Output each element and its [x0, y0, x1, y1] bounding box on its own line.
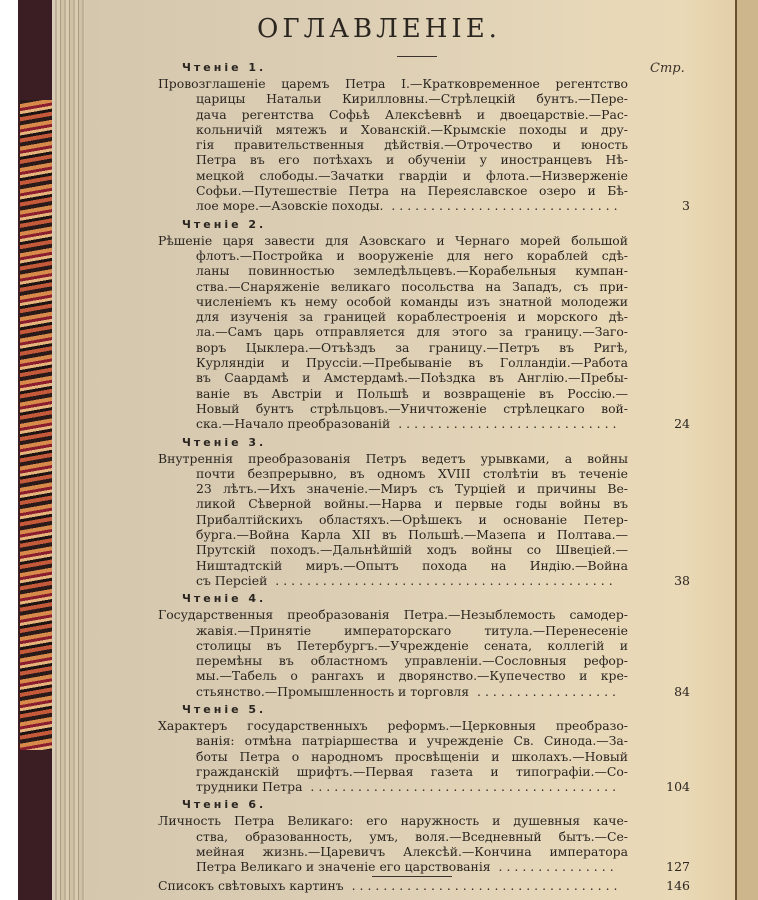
entry-text: ства.—Снаряженіе великаго посольства на Западъ, съ при- [196, 278, 628, 294]
entry-text: гія правительственныя дѣйствія.—Отрочество и юность [196, 137, 628, 153]
entry-text: лое море.—Азовскіе походы. [196, 198, 384, 214]
toc-entry-line [158, 607, 628, 622]
toc-entry-line [158, 152, 628, 167]
toc-entry-line [158, 168, 628, 183]
toc-entry-line [158, 76, 628, 91]
entry-text: Личность Петра Великаго: его наружность и душевныя каче- [158, 813, 628, 829]
page-number: 84 [674, 683, 690, 699]
toc-entry-line [158, 248, 628, 263]
entry-text: Петра Великаго и значеніе его царствованія [196, 859, 491, 875]
toc-entry-line [158, 324, 628, 339]
toc-entry-line [158, 451, 628, 466]
toc-entry-line [158, 91, 628, 106]
toc-entry-line [158, 684, 628, 699]
entry-text: съ Персіей [196, 572, 268, 588]
entry-text: Софьи.—Путешествіе Петра на Переяславское озеро и Бѣ- [196, 183, 628, 199]
entry-text: трудники Петра [196, 779, 303, 795]
page-number: 3 [682, 198, 690, 214]
page-column-label: Стр. [650, 61, 685, 76]
toc-entry-line [158, 512, 628, 527]
entry-text: ла.—Самъ царь отправляется для этого за границу.—Заго- [196, 324, 628, 340]
entry-text: Внутреннія преобразованія Петръ ведетъ урывками, а войны [158, 450, 628, 466]
entry-text: мы.—Табель о рангахъ и дворянство.—Купечество и кре- [196, 668, 628, 684]
chapter-heading: Чтеніе 5. [182, 702, 267, 716]
chapter-heading: Чтеніе 4. [182, 592, 267, 606]
toc-entry-line [158, 573, 628, 588]
entry-text: ска.—Начало преобразованій [196, 416, 391, 432]
entry-text: ликой Сѣверной войны.—Нарва и первые годы войны въ [196, 496, 628, 512]
entry-text: дача регентства Софьѣ Алексѣевнѣ и двоецарствіе.—Рас- [196, 106, 628, 122]
toc-entry-line [158, 813, 628, 828]
toc-entry-line [158, 294, 628, 309]
entry-text: Списокъ свѣтовыхъ картинъ [158, 877, 344, 893]
entry-text: кольничій мятежъ и Хованскій.—Крымскіе походы и дру- [196, 121, 628, 137]
page-stack-edge [55, 0, 85, 900]
entry-text: Ништадтскій миръ.—Опытъ похода на Индію.—Война [196, 557, 628, 573]
page-title: ОГЛАВЛЕНІЕ. [257, 14, 501, 44]
toc-entry-line [158, 623, 628, 638]
toc-entry [158, 813, 698, 874]
entry-text: ванія: отмѣна патріаршества и учрежденіе Св. Синода.—За- [196, 733, 628, 749]
toc-entry-line [158, 416, 628, 431]
toc-entry-line [158, 859, 628, 874]
entry-text: для изученія за границей кораблестроенія и морского дѣ- [196, 309, 628, 325]
toc-entry-line [158, 466, 628, 481]
entry-text: Курляндіи и Пруссіи.—Пребываніе въ Голландіи.—Работа [196, 355, 628, 371]
end-divider [372, 876, 452, 877]
entry-text: Рѣшеніе царя завести для Азовскаго и Чернаго морей большой [158, 232, 628, 248]
entry-text: Новый бунтъ стрѣльцовъ.—Уничтоженіе стрѣлецкаго вой- [196, 400, 628, 416]
page-number: 127 [666, 859, 690, 875]
toc-entry-line [158, 733, 628, 748]
entry-text: стьянство.—Промышленность и торговля [196, 683, 470, 699]
toc-entry-line [158, 107, 628, 122]
entry-text: ланы повинностью земледѣльцевъ.—Корабельныя кумпан- [196, 263, 628, 279]
toc-entry-line [158, 137, 628, 152]
toc-entry [158, 76, 698, 214]
entry-text: въ Саардамѣ и Амстердамѣ.—Поѣздка въ Англію.—Пребы- [196, 370, 628, 386]
toc-entry-line [158, 340, 628, 355]
toc-entry-line [158, 355, 628, 370]
entry-text: воръ Цыклера.—Отъѣздъ за границу.—Петръ въ Ригѣ, [196, 339, 628, 355]
toc-entry-line [158, 749, 628, 764]
toc-entry-line [158, 638, 628, 653]
toc-entry-line [158, 829, 628, 844]
toc-entry-line [158, 401, 628, 416]
entry-text: жавія.—Принятіе императорскаго титула.—Перенесеніе [196, 622, 628, 638]
entry-text: гражданскій шрифтъ.—Первая газета и типографіи.—Со- [196, 763, 628, 779]
toc-entry-line [158, 542, 628, 557]
toc-entry-line [158, 527, 628, 542]
toc-entry-line [158, 668, 628, 683]
entry-text: ваніе въ Австріи и Польшѣ и возвращеніе въ Россію.— [196, 385, 628, 401]
entry-text: царицы Натальи Кирилловны.—Стрѣлецкій бунтъ.—Пере- [196, 91, 628, 107]
leader-dots: ............................ [390, 416, 621, 432]
title-divider [397, 56, 437, 57]
entry-text: столицы въ Петербургъ.—Учрежденіе сената, коллегій и [196, 637, 628, 653]
toc-entry [158, 451, 698, 589]
toc-entry-line [158, 279, 628, 294]
toc-entry-line [158, 263, 628, 278]
toc-entry-line [158, 309, 628, 324]
toc-entry-line [158, 233, 628, 248]
toc-entry-line [158, 496, 628, 511]
toc-entry-line [158, 370, 628, 385]
toc-entry [158, 233, 698, 432]
chapter-heading: Чтеніе 2. [182, 217, 267, 231]
entry-text: мейная жизнь.—Царевичъ Алексѣй.—Кончина императора [196, 844, 628, 860]
marbled-endpaper [20, 100, 52, 750]
toc-entry-line [158, 653, 628, 668]
page-number: 38 [674, 572, 690, 588]
toc-entry-line [158, 122, 628, 137]
toc-entry [158, 878, 698, 893]
toc-entry-line [158, 386, 628, 401]
toc-entry-line [158, 718, 628, 733]
entry-text: мецкой слободы.—Зачатки гвардіи и флота.—Низверженіе [196, 167, 628, 183]
toc-entry [158, 718, 698, 794]
entry-text: численіемъ къ нему особой команды изъ знатной молодежи [196, 293, 628, 309]
entry-text: почти безпрерывно, въ одномъ XVIII столѣтіи въ теченіе [196, 465, 628, 481]
leader-dots: ....................................... [302, 779, 621, 795]
entry-text: Государственныя преобразованія Петра.—Незыблемость самодер- [158, 607, 628, 623]
leader-dots: ............................. [383, 198, 622, 214]
table-of-contents [158, 60, 698, 896]
entry-text: Провозглашеніе царемъ Петра I.—Кратковременное регентство [158, 76, 628, 91]
toc-entry-line [158, 558, 628, 573]
toc-entry-line [158, 183, 628, 198]
page-number: 146 [666, 877, 690, 893]
entry-text: Характеръ государственныхъ реформъ.—Церковныя преобразо- [158, 717, 628, 733]
leader-dots: .................. [469, 683, 620, 699]
leader-dots: ........................................... [267, 572, 617, 588]
entry-text: ства, образованность, умъ, воля.—Вседневный бытъ.—Се- [196, 828, 628, 844]
entry-text: флотъ.—Постройка и вооруженіе для него кораблей сдѣ- [196, 247, 628, 263]
entry-text: бурга.—Война Карла XII въ Польшѣ.—Мазепа и Полтава.— [196, 527, 628, 543]
entry-text: боты Петра о народномъ просвѣщеніи и школахъ.—Новый [196, 748, 628, 764]
toc-entry [158, 607, 698, 699]
toc-entry-line [158, 844, 628, 859]
page-number: 104 [666, 779, 690, 795]
entry-text: Прутскій походъ.—Дальнѣйшій ходъ войны со Швеціей.— [196, 542, 628, 558]
facing-page-edge [735, 0, 758, 900]
chapter-heading: Чтеніе 3. [182, 435, 267, 449]
chapter-heading: Чтеніе 1. [182, 61, 267, 74]
toc-entry-line [158, 481, 628, 496]
page-number: 24 [674, 416, 690, 432]
chapter-heading: Чтеніе 6. [182, 798, 267, 812]
leader-dots: ............... [490, 859, 618, 875]
toc-entry-line [158, 198, 628, 213]
entry-text: Прибалтійскихъ областяхъ.—Орѣшекъ и основаніе Петер- [196, 511, 628, 527]
toc-entry-line [158, 878, 628, 893]
entry-text: перемѣны въ областномъ управленіи.—Сословныя рефор- [196, 653, 628, 669]
entry-text: 23 лѣтъ.—Ихъ значеніе.—Миръ съ Турціей и причины Ве- [196, 481, 628, 497]
toc-entry-line [158, 779, 628, 794]
entry-text: Петра въ его потѣхахъ и обученіи у иностранцевъ Нѣ- [196, 152, 628, 168]
toc-entry-line [158, 764, 628, 779]
leader-dots: .................................. [343, 877, 622, 893]
